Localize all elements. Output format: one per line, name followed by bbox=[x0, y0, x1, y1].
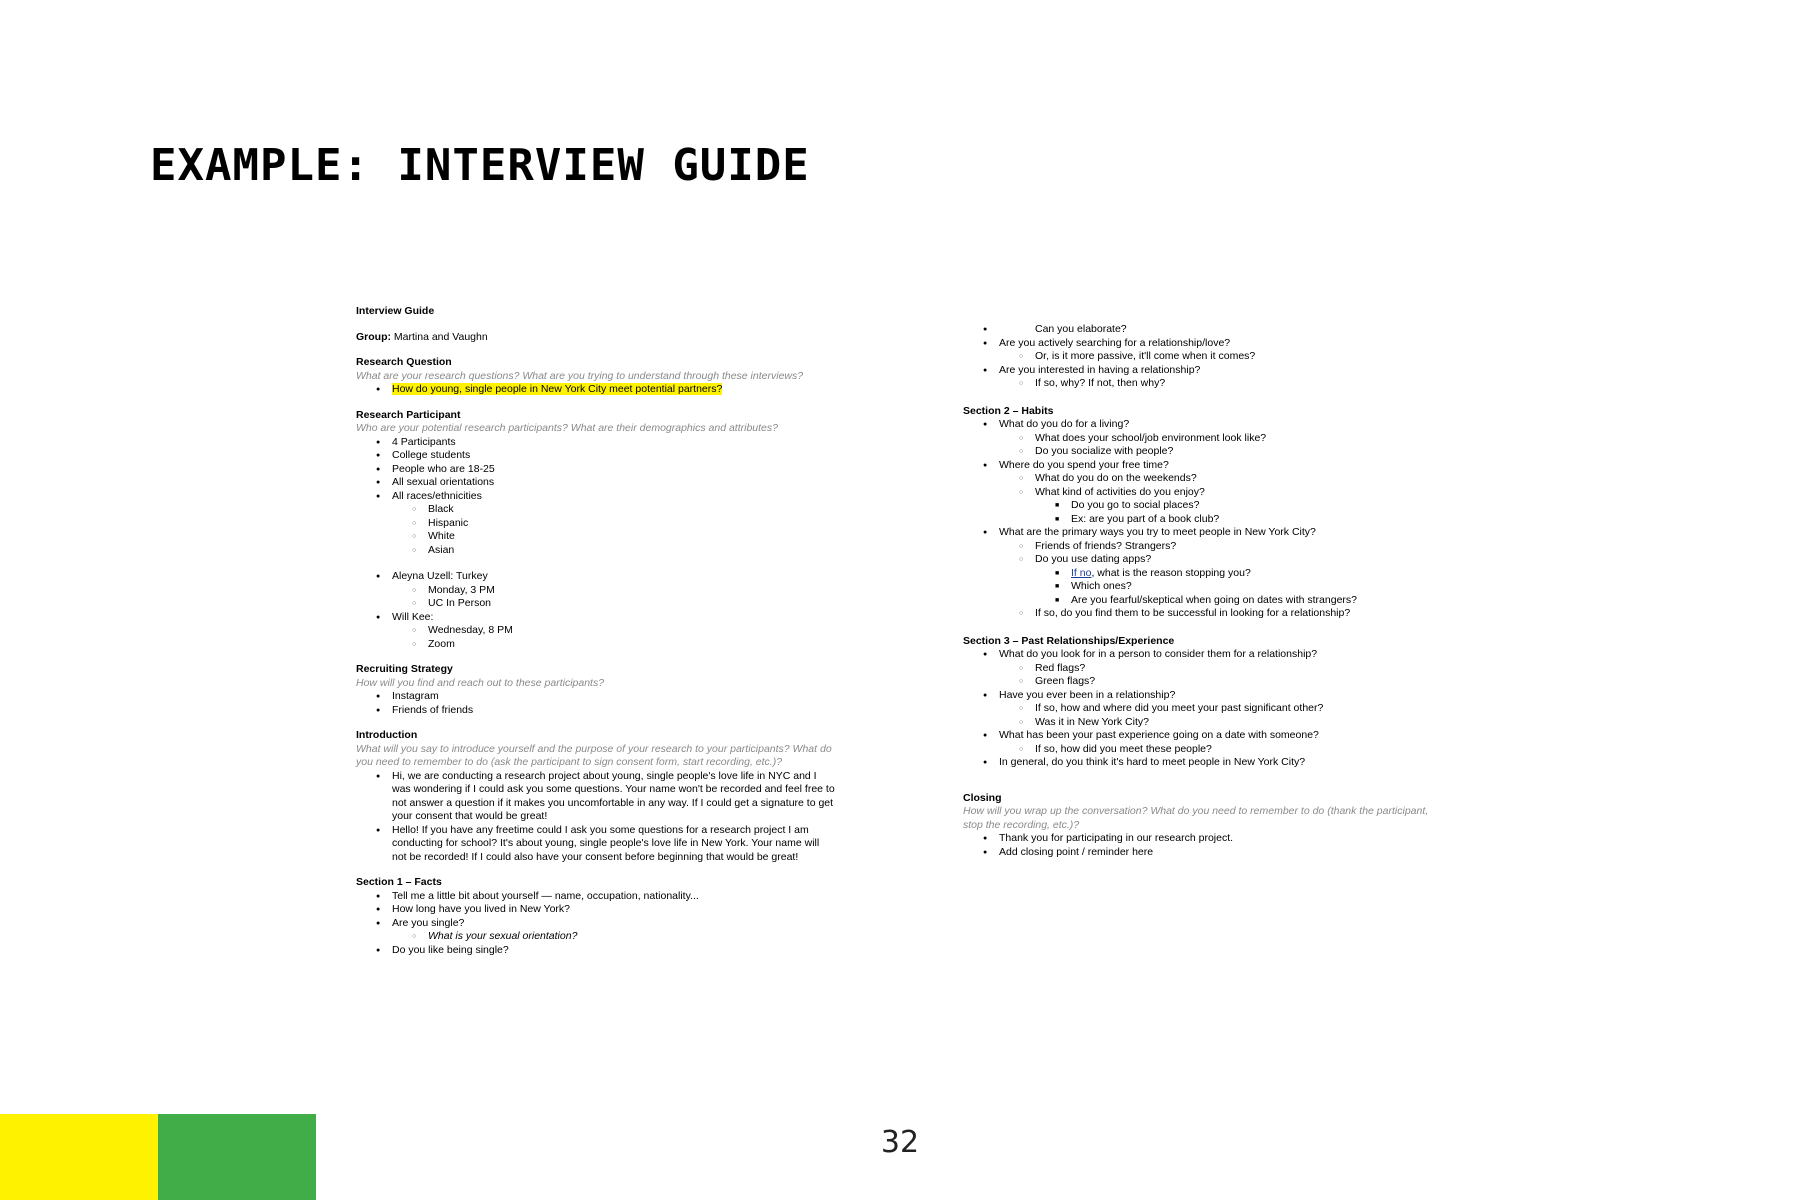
list-item: ● Friends of friends bbox=[356, 704, 836, 718]
list-item bbox=[356, 570, 836, 611]
list-item bbox=[963, 729, 1443, 756]
sub-list bbox=[392, 624, 836, 651]
section-heading: Section 2 – Habits bbox=[963, 404, 1054, 417]
sub-list-item: ○ What is your sexual orientation? bbox=[392, 930, 836, 944]
research-question-section bbox=[356, 356, 836, 397]
list-item: ● 4 Participants bbox=[356, 436, 836, 450]
participant-name: Will Kee: bbox=[392, 610, 434, 623]
sub-list-item: ○ Do you socialize with people? bbox=[999, 445, 1443, 459]
sub-list-item: ○ Asian bbox=[392, 544, 836, 558]
doc-title: Interview Guide bbox=[356, 305, 435, 317]
sub-list bbox=[392, 584, 836, 611]
sub-list bbox=[392, 503, 836, 557]
sub-list-item bbox=[999, 553, 1443, 607]
introduction-section bbox=[356, 729, 836, 864]
group-line bbox=[356, 331, 836, 345]
bullet-list bbox=[963, 648, 1443, 770]
sub-list-item: ○ Green flags? bbox=[999, 675, 1443, 689]
list-item bbox=[356, 611, 836, 652]
list-item bbox=[356, 383, 836, 397]
participant-name: Aleyna Uzell: Turkey bbox=[392, 570, 488, 582]
list-item-text: Are you actively searching for a relationship/love? bbox=[999, 336, 1231, 349]
list-item-text: All races/ethnicities bbox=[392, 489, 482, 502]
sub-list-item: ○ Zoom bbox=[392, 638, 836, 652]
guide-right-column bbox=[963, 323, 1443, 873]
sub-sub-list-item: ■ Which ones? bbox=[1035, 580, 1443, 594]
section-1-facts bbox=[356, 876, 836, 957]
sub-list-item: ○ Friends of friends? Strangers? bbox=[999, 540, 1443, 554]
section-heading: Research Participant bbox=[356, 408, 461, 421]
bullet-list bbox=[963, 418, 1443, 621]
list-item: ● Do you like being single? bbox=[356, 944, 836, 958]
if-no-link[interactable]: If no bbox=[1071, 566, 1092, 579]
footer-green-block bbox=[158, 1114, 316, 1200]
list-item-text: What has been your past experience going on a date with someone? bbox=[999, 729, 1319, 741]
bullet-list bbox=[963, 832, 1443, 859]
sub-list-item: ○ Red flags? bbox=[999, 662, 1443, 676]
page-number: 32 bbox=[880, 1125, 920, 1160]
list-item bbox=[963, 648, 1443, 689]
section-prompt: How will you wrap up the conversation? What do you need to remember to do (thank the participant, stop the recording, etc.)? bbox=[963, 805, 1429, 831]
closing-section bbox=[963, 792, 1443, 860]
recruiting-section bbox=[356, 663, 836, 717]
sub-list-item: ○ White bbox=[392, 530, 836, 544]
sub-list-item: ○ UC In Person bbox=[392, 597, 836, 611]
sub-list-item: ○ Black bbox=[392, 503, 836, 517]
list-item bbox=[356, 917, 836, 944]
sub-list-item: ○ If so, do you find them to be successful in looking for a relationship? bbox=[999, 607, 1443, 621]
list-item: ● Tell me a little bit about yourself — name, occupation, nationality... bbox=[356, 890, 836, 904]
sub-list-item: ○ If so, how and where did you meet your past significant other? bbox=[999, 702, 1443, 716]
sub-list-item: ○ If so, why? If not, then why? bbox=[999, 377, 1443, 391]
list-item: ● All sexual orientations bbox=[356, 476, 836, 490]
list-item bbox=[963, 689, 1443, 730]
list-item: ● In general, do you think it's hard to meet people in New York City? bbox=[963, 756, 1443, 770]
list-item: ● Thank you for participating in our research project. bbox=[963, 832, 1443, 846]
bullet-list bbox=[963, 323, 1443, 391]
continued-item bbox=[963, 323, 1443, 337]
sub-sub-list-item: ■ Are you fearful/skeptical when going on dates with strangers? bbox=[1035, 594, 1443, 608]
list-item-text: What do you look for in a person to consider them for a relationship? bbox=[999, 648, 1318, 660]
section-prompt: What are your research questions? What are you trying to understand through these interviews? bbox=[356, 369, 804, 382]
sub-list-item bbox=[963, 323, 1443, 337]
list-item: ● Hello! If you have any freetime could I ask you some questions for a research project I am conducting for school? It's about young, single people's love life in New York. Your name will not be recorded! If I could also have your consent before beginning that would be great! bbox=[356, 824, 836, 865]
list-item: ● People who are 18-25 bbox=[356, 463, 836, 477]
sub-list-text: Do you use dating apps? bbox=[1035, 553, 1152, 565]
bullet-list bbox=[356, 690, 836, 717]
sub-list-item: ○ If so, how did you meet these people? bbox=[999, 743, 1443, 757]
sub-list-item: ○ Monday, 3 PM bbox=[392, 584, 836, 598]
section-3-past-relationships bbox=[963, 635, 1443, 770]
group-value: Martina and Vaughn bbox=[391, 330, 488, 343]
highlighted-question: How do young, single people in New York City meet potential partners? bbox=[392, 383, 723, 395]
section-heading: Section 3 – Past Relationships/Experience bbox=[963, 634, 1175, 647]
list-item-text: Are you interested in having a relationship? bbox=[999, 363, 1201, 376]
list-item-text: Have you ever been in a relationship? bbox=[999, 688, 1176, 701]
sub-sub-list bbox=[1035, 567, 1443, 608]
sub-list bbox=[963, 323, 1443, 337]
sub-sub-list-item: ■ Do you go to social places? bbox=[1035, 499, 1443, 513]
sub-list bbox=[999, 743, 1443, 757]
section-heading: Research Question bbox=[356, 356, 452, 368]
sub-list-item: ○ Was it in New York City? bbox=[999, 716, 1443, 730]
sub-list bbox=[999, 350, 1443, 364]
section-1-continued bbox=[963, 323, 1443, 391]
list-item: ● College students bbox=[356, 449, 836, 463]
list-item: ● Hi, we are conducting a research project about young, single people's love life in NYC and I was wondering if I could ask you some questions. Your name won't be recorded and feel free to not answer a question if it makes you uncomfortable in any way. If I could get a signature to get your consent that would be great! bbox=[356, 770, 836, 824]
list-item-text: Where do you spend your free time? bbox=[999, 458, 1169, 471]
sub-list-item bbox=[999, 486, 1443, 527]
research-participant-section bbox=[356, 409, 836, 652]
sub-sub-list-text: , what is the reason stopping you? bbox=[1091, 566, 1251, 579]
bullet-list bbox=[356, 383, 836, 397]
sub-list bbox=[999, 662, 1443, 689]
section-prompt: What will you say to introduce yourself and the purpose of your research to your participants? What do you need to remember to do (ask the participant to sign consent form, start recording, etc.)? bbox=[356, 742, 832, 768]
bullet-list bbox=[356, 436, 836, 652]
sub-sub-list-item bbox=[1035, 567, 1443, 581]
list-item-text: What are the primary ways you try to meet people in New York City? bbox=[999, 526, 1316, 538]
sub-list-text: Can you elaborate? bbox=[1035, 323, 1127, 335]
list-item bbox=[356, 490, 836, 558]
sub-list-item: ○ What do you do on the weekends? bbox=[999, 472, 1443, 486]
list-item-text: Are you single? bbox=[392, 916, 465, 929]
list-item: ● How long have you lived in New York? bbox=[356, 903, 836, 917]
sub-list-item: ○ Hispanic bbox=[392, 517, 836, 531]
section-prompt: Who are your potential research participants? What are their demographics and attributes? bbox=[356, 422, 778, 434]
list-item bbox=[963, 526, 1443, 621]
section-heading: Recruiting Strategy bbox=[356, 663, 453, 675]
section-2-habits bbox=[963, 405, 1443, 621]
list-item bbox=[963, 337, 1443, 364]
section-heading: Closing bbox=[963, 791, 1002, 804]
sub-list bbox=[999, 432, 1443, 459]
list-item bbox=[963, 459, 1443, 527]
sub-list-item: ○ Wednesday, 8 PM bbox=[392, 624, 836, 638]
slide-title: EXAMPLE: INTERVIEW GUIDE bbox=[150, 140, 810, 191]
sub-list bbox=[999, 540, 1443, 621]
sub-sub-list-item: ■ Ex: are you part of a book club? bbox=[1035, 513, 1443, 527]
section-prompt: How will you find and reach out to these participants? bbox=[356, 676, 605, 689]
bullet-list bbox=[356, 770, 836, 865]
list-item bbox=[963, 418, 1443, 459]
sub-list bbox=[999, 472, 1443, 526]
list-item: ● Add closing point / reminder here bbox=[963, 846, 1443, 860]
sub-list-item: ○ What does your school/job environment look like? bbox=[999, 432, 1443, 446]
sub-list bbox=[999, 702, 1443, 729]
list-item-text: What do you do for a living? bbox=[999, 418, 1130, 430]
bullet-list bbox=[356, 890, 836, 958]
sub-list-item: ○ Or, is it more passive, it'll come when it comes? bbox=[999, 350, 1443, 364]
list-item bbox=[963, 364, 1443, 391]
sub-list bbox=[392, 930, 836, 944]
list-item: ● Instagram bbox=[356, 690, 836, 704]
footer-yellow-block bbox=[0, 1114, 158, 1200]
group-label: Group: bbox=[356, 330, 391, 343]
sub-list bbox=[999, 377, 1443, 391]
sub-sub-list bbox=[1035, 499, 1443, 526]
section-heading: Introduction bbox=[356, 729, 418, 741]
sub-list-text: What kind of activities do you enjoy? bbox=[1035, 485, 1205, 498]
guide-left-column bbox=[356, 305, 836, 969]
section-heading: Section 1 – Facts bbox=[356, 876, 442, 888]
